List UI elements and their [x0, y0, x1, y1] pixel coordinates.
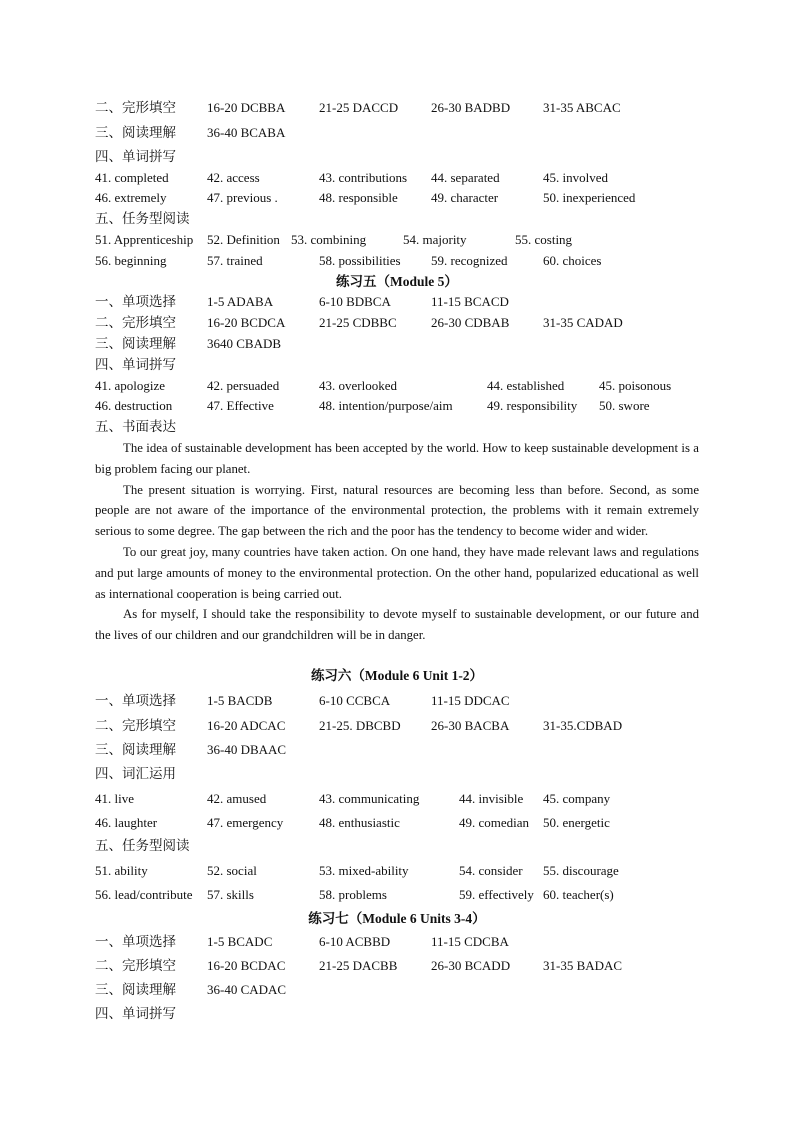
answer-cell: 48. enthusiastic — [319, 815, 400, 830]
answer-cell: 31-35 CADAD — [543, 315, 623, 330]
answer-cell: 44. invisible — [459, 791, 524, 806]
answer-cell: 21-25 DACCD — [319, 100, 399, 115]
section-label: 一、单项选择 — [95, 934, 176, 949]
answer-cell: 11-15 DDCAC — [431, 693, 510, 708]
answer-cell: 1-5 BACDB — [207, 693, 273, 708]
answer-cell: 1-5 ADABA — [207, 294, 274, 309]
essay-paragraph: To our great joy, many countries have taken action. On one hand, they have made relevant laws and regulations and put large amounts of money to the environmental protection. On the other hand, popularized educational as well as international cooperation is being carried out. — [95, 544, 699, 601]
answer-cell: 41. live — [95, 791, 134, 806]
section-label: 二、完形填空 — [95, 718, 176, 733]
answer-cell: 50. energetic — [543, 815, 610, 830]
answer-row — [0, 885, 794, 905]
answer-row — [0, 836, 794, 856]
answer-cell: 11-15 BCACD — [431, 294, 509, 309]
answer-cell: 56. lead/contribute — [95, 887, 193, 902]
section-label: 四、词汇运用 — [95, 766, 176, 781]
answer-row — [0, 376, 794, 396]
section-label: 五、书面表达 — [95, 419, 176, 434]
section-label: 二、完形填空 — [95, 958, 176, 973]
answer-row — [0, 861, 794, 881]
answer-row — [0, 764, 794, 784]
answer-cell: 6-10 CCBCA — [319, 693, 391, 708]
answer-cell: 26-30 BADBD — [431, 100, 511, 115]
answer-cell: 49. comedian — [459, 815, 530, 830]
answer-row — [0, 251, 794, 271]
answer-row — [0, 123, 794, 143]
answer-cell: 45. company — [543, 791, 611, 806]
answer-cell: 52. Definition — [207, 232, 280, 247]
answer-cell: 31-35 BADAC — [543, 958, 623, 973]
answer-row — [0, 334, 794, 354]
answer-cell: 48. intention/purpose/aim — [319, 398, 453, 413]
section-label: 三、阅读理解 — [95, 982, 176, 997]
answer-cell: 47. previous . — [207, 190, 278, 205]
answer-cell: 6-10 BDBCA — [319, 294, 391, 309]
answer-row — [0, 396, 794, 416]
answer-cell: 43. contributions — [319, 170, 408, 185]
answer-cell: 46. laughter — [95, 815, 158, 830]
essay-body — [95, 438, 699, 646]
answer-cell: 44. established — [487, 378, 565, 393]
answer-cell: 48. responsible — [319, 190, 398, 205]
answer-cell: 21-25 DACBB — [319, 958, 398, 973]
answer-cell: 6-10 ACBBD — [319, 934, 391, 949]
answer-cell: 36-40 CADAC — [207, 982, 287, 997]
answer-cell: 57. trained — [207, 253, 263, 268]
answer-cell: 41. completed — [95, 170, 169, 185]
answer-row — [0, 417, 794, 437]
answer-cell: 44. separated — [431, 170, 500, 185]
answer-row — [0, 230, 794, 250]
answer-row — [0, 209, 794, 229]
answer-cell: 43. communicating — [319, 791, 420, 806]
section-label: 一、单项选择 — [95, 294, 176, 309]
answer-cell: 16-20 DCBBA — [207, 100, 286, 115]
answer-cell: 54. consider — [459, 863, 523, 878]
answer-cell: 59. recognized — [431, 253, 508, 268]
answer-row — [0, 789, 794, 809]
answer-cell: 51. Apprenticeship — [95, 232, 194, 247]
answer-cell: 31-35 ABCAC — [543, 100, 621, 115]
exercise-title: 练习六（Module 6 Unit 1-2） — [310, 668, 484, 683]
answer-row — [0, 355, 794, 375]
answer-cell: 31-35.CDBAD — [543, 718, 623, 733]
answer-row — [0, 292, 794, 312]
answer-cell: 42. access — [207, 170, 260, 185]
answer-cell: 21-25 CDBBC — [319, 315, 397, 330]
answer-cell: 55. discourage — [543, 863, 619, 878]
section-label: 五、任务型阅读 — [95, 838, 190, 853]
answer-row — [0, 1004, 794, 1024]
answer-cell: 36-40 BCABA — [207, 125, 286, 140]
answer-cell: 16-20 BCDCA — [207, 315, 286, 330]
section-label: 四、单词拼写 — [95, 1006, 176, 1021]
answer-cell: 51. ability — [95, 863, 148, 878]
section-label: 三、阅读理解 — [95, 336, 176, 351]
answer-row — [0, 313, 794, 333]
answer-cell: 26-30 BCADD — [431, 958, 511, 973]
answer-cell: 50. swore — [599, 398, 650, 413]
answer-cell: 3640 CBADB — [207, 336, 282, 351]
section-label: 五、任务型阅读 — [95, 211, 190, 226]
answer-row — [0, 147, 794, 167]
answer-row — [0, 691, 794, 711]
section-label: 三、阅读理解 — [95, 742, 176, 757]
answer-cell: 54. majority — [403, 232, 467, 247]
answer-cell: 21-25. DBCBD — [319, 718, 401, 733]
section-label: 二、完形填空 — [95, 315, 176, 330]
answer-cell: 43. overlooked — [319, 378, 397, 393]
answer-cell: 42. persuaded — [207, 378, 280, 393]
answer-row — [0, 168, 794, 188]
answer-cell: 57. skills — [207, 887, 254, 902]
answer-row — [0, 932, 794, 952]
essay-paragraph: The idea of sustainable development has been accepted by the world. How to keep sustainable development is a big problem facing our planet. — [95, 441, 699, 476]
section-label: 三、阅读理解 — [95, 125, 176, 140]
answer-cell: 49. responsibility — [487, 398, 578, 413]
section-label: 四、单词拼写 — [95, 149, 176, 164]
answer-cell: 46. destruction — [95, 398, 173, 413]
answer-cell: 16-20 ADCAC — [207, 718, 286, 733]
answer-cell: 50. inexperienced — [543, 190, 636, 205]
answer-cell: 53. mixed-ability — [319, 863, 409, 878]
answer-cell: 52. social — [207, 863, 257, 878]
answer-cell: 45. involved — [543, 170, 608, 185]
answer-cell: 42. amused — [207, 791, 267, 806]
answer-row — [0, 716, 794, 736]
answer-cell: 47. Effective — [207, 398, 274, 413]
section-label: 四、单词拼写 — [95, 357, 176, 372]
answer-cell: 46. extremely — [95, 190, 167, 205]
answer-cell: 11-15 CDCBA — [431, 934, 509, 949]
answer-row — [0, 813, 794, 833]
section-label: 一、单项选择 — [95, 693, 176, 708]
answer-cell: 58. problems — [319, 887, 387, 902]
answer-cell: 41. apologize — [95, 378, 166, 393]
answer-cell: 59. effectively — [459, 887, 534, 902]
answer-cell: 45. poisonous — [599, 378, 672, 393]
answer-row — [0, 188, 794, 208]
answer-row — [0, 740, 794, 760]
answer-cell: 53. combining — [291, 232, 367, 247]
answer-cell: 60. teacher(s) — [543, 887, 614, 902]
exercise-title: 练习七（Module 6 Units 3-4） — [308, 911, 486, 926]
answer-cell: 26-30 CDBAB — [431, 315, 510, 330]
answer-row — [0, 980, 794, 1000]
answer-cell: 1-5 BCADC — [207, 934, 273, 949]
exercise-title: 练习五（Module 5） — [336, 274, 458, 289]
answer-row — [0, 956, 794, 976]
section-label: 二、完形填空 — [95, 100, 176, 115]
answer-cell: 56. beginning — [95, 253, 167, 268]
answer-cell: 55. costing — [515, 232, 573, 247]
essay-paragraph: The present situation is worrying. First, natural resources are becoming less than before. Second, as some people are not aware of the importance of the environmental protection, the problems with it remain extremely serious to some degree. The gap between the rich and the poor has the tendency to become wider and wider. — [95, 482, 699, 539]
answer-cell: 49. character — [431, 190, 499, 205]
answer-row — [0, 98, 794, 118]
answer-cell: 58. possibilities — [319, 253, 401, 268]
answer-cell: 47. emergency — [207, 815, 284, 830]
answer-cell: 36-40 DBAAC — [207, 742, 287, 757]
answer-cell: 16-20 BCDAC — [207, 958, 286, 973]
answer-cell: 60. choices — [543, 253, 602, 268]
answer-cell: 26-30 BACBA — [431, 718, 510, 733]
essay-paragraph: As for myself, I should take the responsibility to devote myself to sustainable development, or our future and the lives of our children and our grandchildren will be in danger. — [95, 607, 699, 643]
